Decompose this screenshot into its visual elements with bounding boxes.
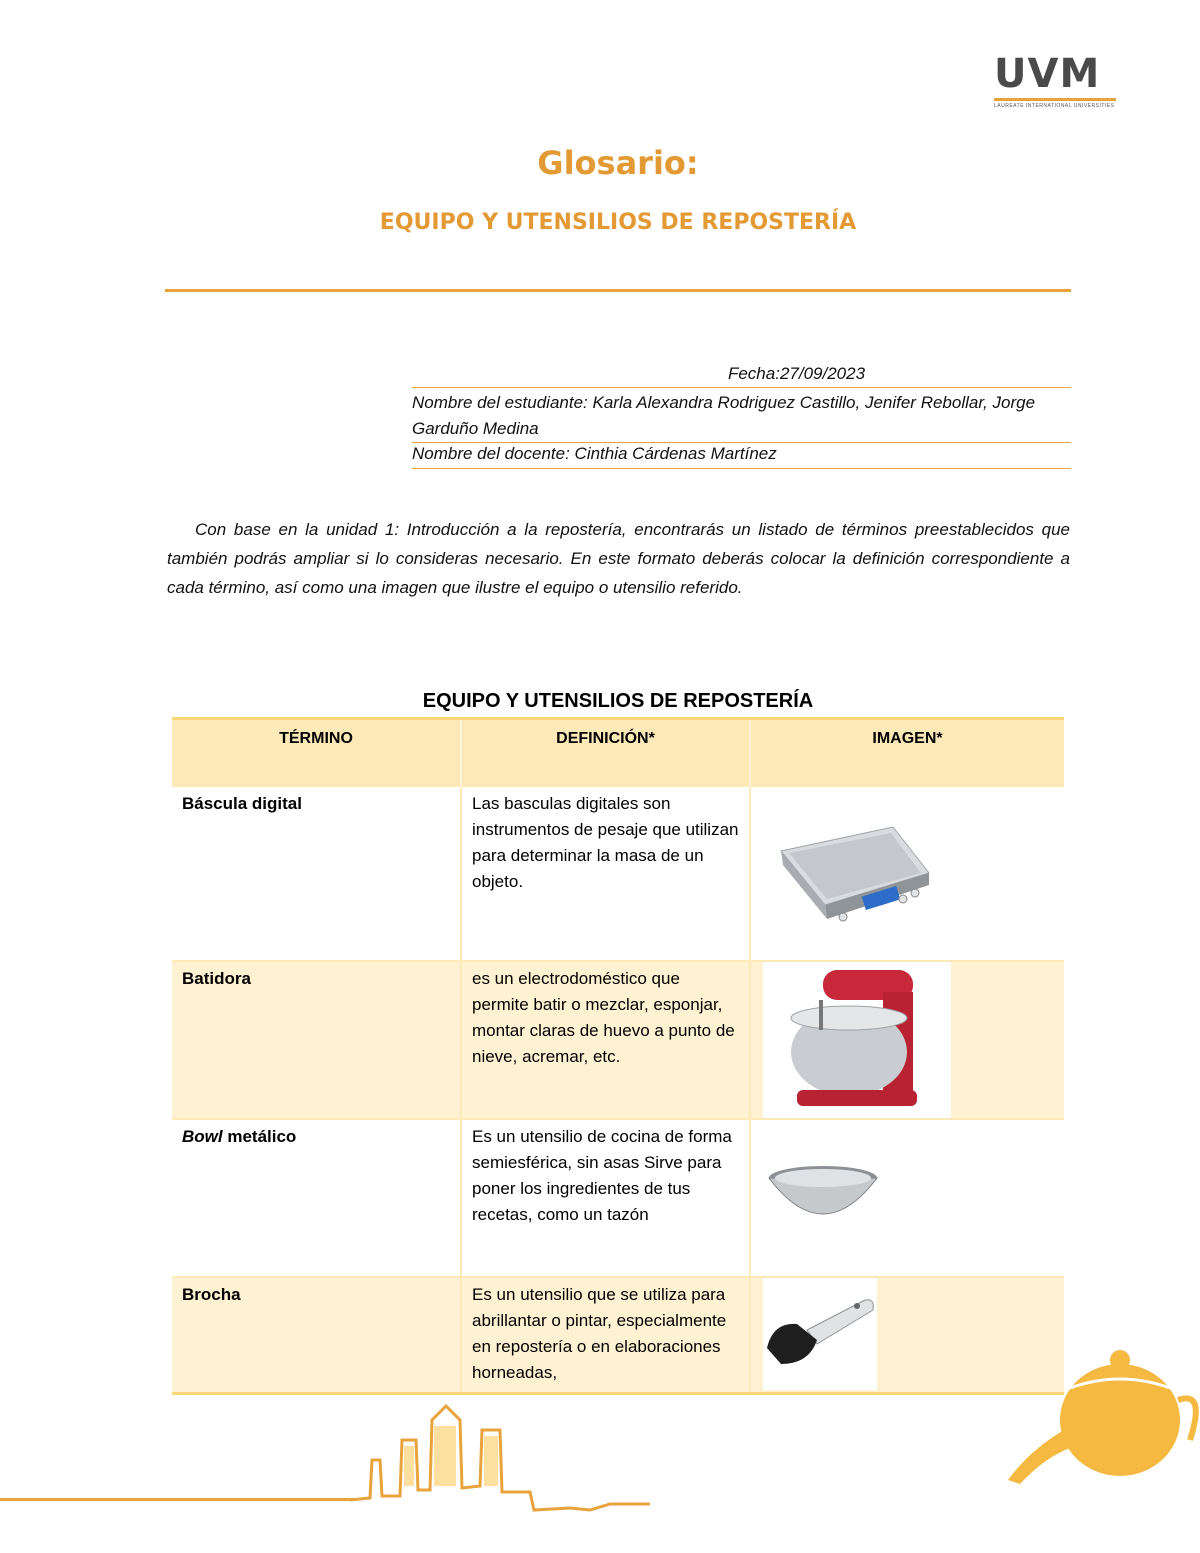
definition-cell: Las basculas digitales son instrumentos de pesaje que utilizan para determinar la masa de un objeto. <box>461 787 750 961</box>
city-skyline-illustration <box>350 1400 650 1553</box>
table-header-row <box>172 719 1064 788</box>
header-image: IMAGEN* <box>750 719 1064 788</box>
student-text: Nombre del estudiante: Karla Alexandra Rodriguez Castillo, Jenifer Rebollar, Jorge Garduño Medina <box>412 390 1071 443</box>
logo-text: UVM <box>994 51 1101 97</box>
definition-cell: Es un utensilio de cocina de forma semiesférica, sin asas Sirve para poner los ingredientes de tus recetas, como un tazón <box>461 1119 750 1277</box>
table-row <box>172 961 1064 1119</box>
definition-cell: es un electrodoméstico que permite batir o mezclar, esponjar, montar claras de huevo a punto de nieve, acremar, etc. <box>461 961 750 1119</box>
date-line: Fecha:27/09/2023 <box>412 364 1071 388</box>
header-definition: DEFINICIÓN* <box>461 719 750 788</box>
term-cell: Báscula digital <box>172 787 461 961</box>
header-divider <box>165 289 1071 292</box>
term-cell: Batidora <box>172 961 461 1119</box>
teacher-line: Nombre del docente: Cinthia Cárdenas Martínez <box>412 444 1071 469</box>
term-rest: metálico <box>222 1127 297 1146</box>
page-title: Glosario: <box>537 144 699 182</box>
image-cell <box>750 961 1064 1119</box>
table-row <box>172 1119 1064 1277</box>
image-cell <box>750 787 1064 961</box>
table-row <box>172 1277 1064 1393</box>
digital-scale-image <box>763 787 937 957</box>
intro-text: Con base en la unidad 1: Introducción a la repostería, encontrarás un listado de términos preestablecidos que también podrás ampliar si lo consideras necesario. En este formato deberás colocar la definición correspondiente a cada término, así como una imagen que ilustre el equipo o utensilio referido. <box>167 520 1070 597</box>
glossary-table <box>172 717 1064 1395</box>
definition-cell: Es un utensilio que se utiliza para abrillantar o pintar, especialmente en repostería o en elaboraciones horneadas, <box>461 1277 750 1393</box>
pastry-brush-image <box>763 1278 877 1390</box>
teapot-illustration <box>1000 1330 1200 1500</box>
table-row <box>172 787 1064 961</box>
intro-paragraph <box>167 515 1070 602</box>
image-cell <box>750 1119 1064 1277</box>
header-term: TÉRMINO <box>172 719 461 788</box>
stand-mixer-image <box>763 962 951 1118</box>
student-line <box>412 390 1071 443</box>
term-cell <box>172 1119 461 1277</box>
page-subtitle: EQUIPO Y UTENSILIOS DE REPOSTERÍA <box>379 210 857 235</box>
logo-bar <box>994 98 1116 101</box>
footer-line <box>0 1498 356 1501</box>
uvm-logo <box>994 52 1124 112</box>
metal-bowl-image <box>763 1150 883 1240</box>
term-em: Bowl <box>182 1127 223 1146</box>
table-title: EQUIPO Y UTENSILIOS DE REPOSTERÍA <box>422 690 814 712</box>
logo-subtext: LAUREATE INTERNATIONAL UNIVERSITIES <box>994 103 1115 109</box>
term-cell: Brocha <box>172 1277 461 1393</box>
